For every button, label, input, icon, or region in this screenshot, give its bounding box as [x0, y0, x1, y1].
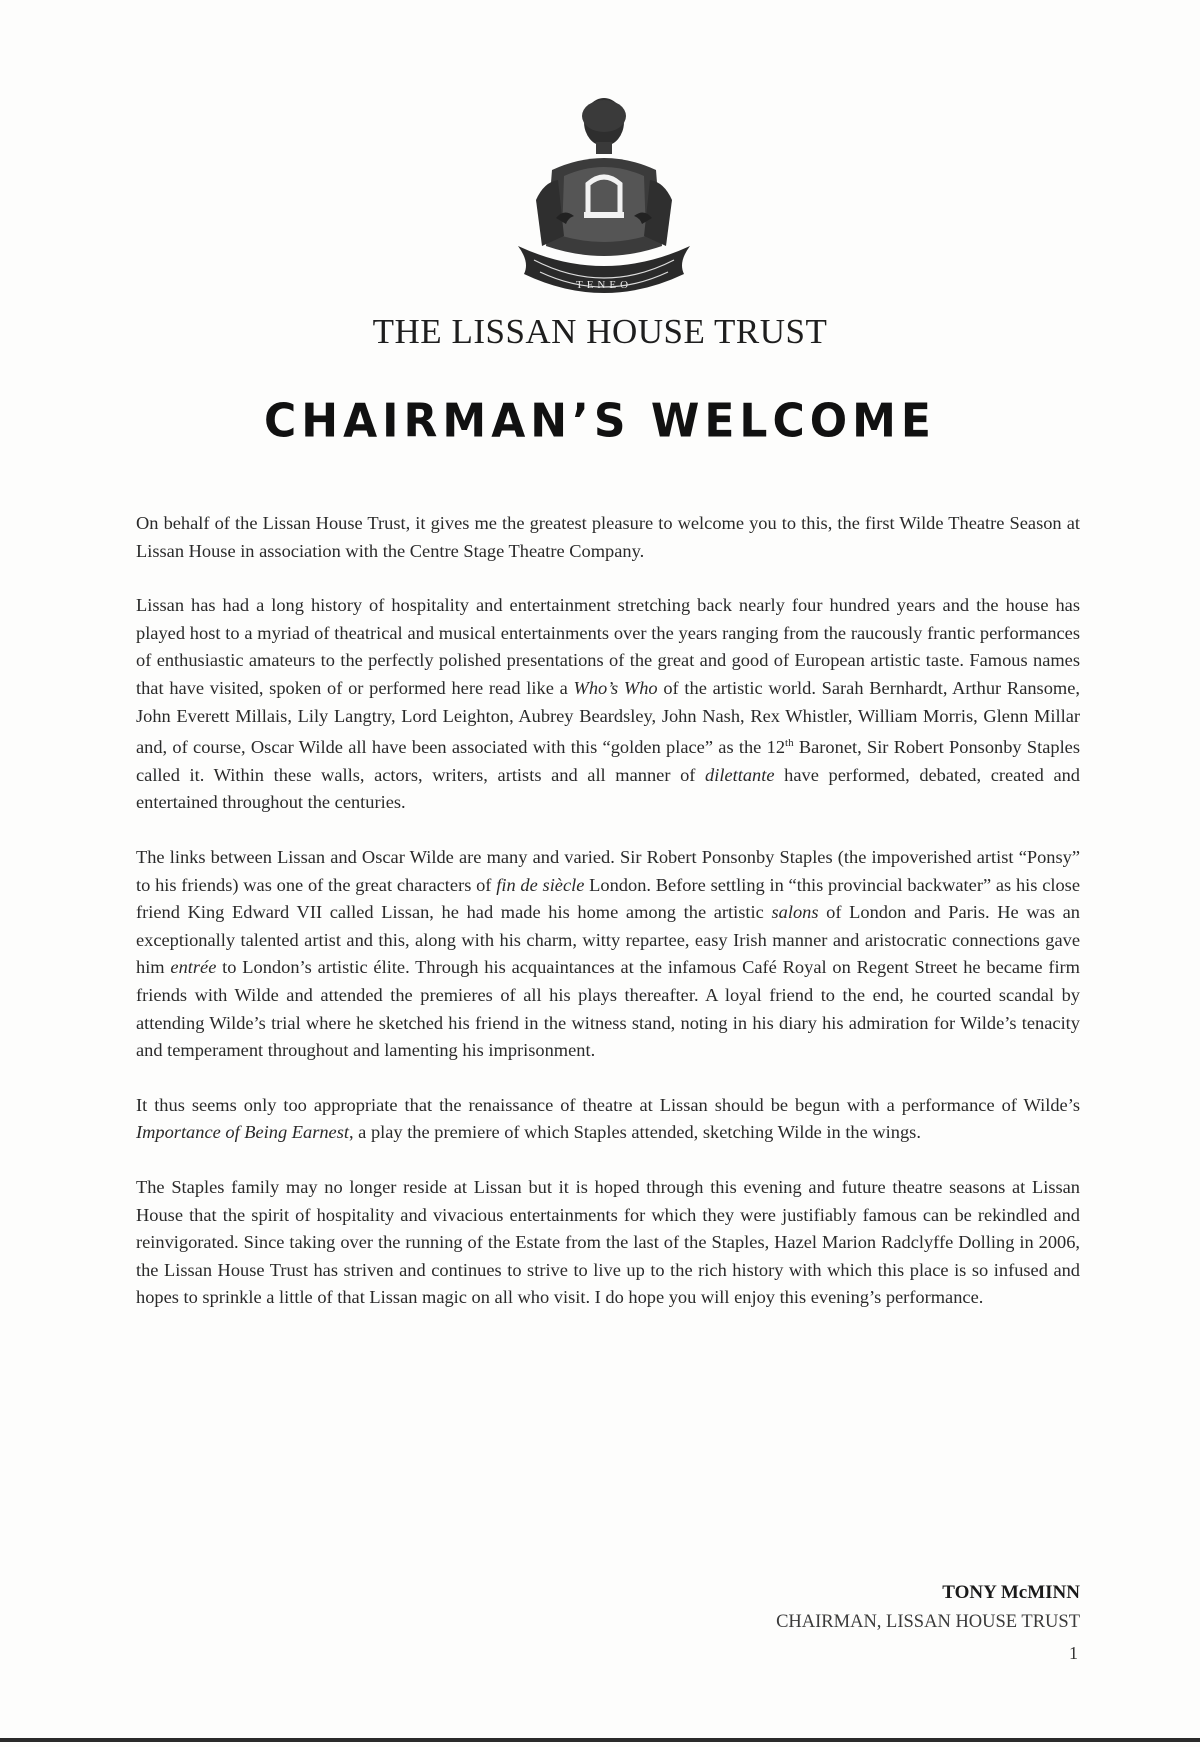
paragraph-renaissance: It thus seems only too appropriate that the renaissance of theatre at Lissan should be begun with a performance of Wilde’s Importance of Being Earnest, a play the premiere of which Staples attended, sketching Wilde in the wings.: [136, 1094, 1080, 1143]
paragraph-intro: On behalf of the Lissan House Trust, it gives me the greatest pleasure to welcome you to this, the first Wilde Theatre Season at Lissan House in association with the Centre Stage Theatre Company.: [136, 513, 1080, 561]
italic-play-title: Importance of Being Earnest: [136, 1122, 349, 1143]
italic-whos-who: Who’s Who: [573, 677, 658, 698]
organisation-title: THE LISSAN HOUSE TRUST: [372, 312, 828, 351]
signatory-name: TONY McMINN: [942, 1582, 1080, 1603]
page-title: CHAIRMAN’S WELCOME: [264, 394, 936, 449]
italic-dilettante: dilettante: [705, 764, 775, 785]
italic-fin-de-siecle: fin de siècle: [496, 874, 585, 895]
page-edge-divider: [0, 1738, 1200, 1742]
superscript-th: th: [785, 737, 794, 750]
signatory-role: CHAIRMAN, LISSAN HOUSE TRUST: [776, 1612, 1080, 1632]
family-crest-logo: [512, 96, 696, 302]
italic-entree: entrée: [170, 957, 217, 978]
paragraph-wilde-links: The links between Lissan and Oscar Wilde are many and varied. Sir Robert Ponsonby Staples (the impoverished artist “Ponsy” to his friends) was one of the great characters of fin de siècle London. Before settling in “this provincial backwater” as his close friend King Edward VII called Lissan, he had made his home among the artistic salons of London and Paris. He was an exceptionally talented artist and this, along with his charm, witty repartee, easy Irish manner and aristocratic connections gave him entrée to London’s artistic élite. Through his acquaintances at the infamous Café Royal on Regent Street he became firm friends with Wilde and attended the premieres of all his plays thereafter. A loyal friend to the end, he courted scandal by attending Wilde’s trial where he sketched his friend in the witness stand, noting in his diary his admiration for Wilde’s tenacity and temperament throughout and lamenting his imprisonment.: [136, 847, 1080, 1061]
paragraph-closing: The Staples family may no longer reside at Lissan but it is hoped through this evening and future theatre seasons at Lissan House that the spirit of hospitality and vivacious entertainments for which they were justifiably famous can be rekindled and reinvigorated. Since taking over the running of the Estate from the last of the Staples, Hazel Marion Radclyffe Dolling in 2006, the Lissan House Trust has striven and continues to strive to live up to the rich history with which this place is so infused and hopes to sprinkle a little of that Lissan magic on all who visit. I do hope you will enjoy this evening’s performance.: [136, 1177, 1080, 1308]
letter-body: [136, 510, 1080, 1339]
paragraph-history: Lissan has had a long history of hospitality and entertainment stretching back nearly four hundred years and the house has played host to a myriad of theatrical and musical entertainments over the years ranging from the raucously frantic performances of enthusiastic amateurs to the perfectly polished presentations of the great and good of European artistic taste. Famous names that have visited, spoken of or performed here read like a Who’s Who of the artistic world. Sarah Bernhardt, Arthur Ransome, John Everett Millais, Lily Langtry, Lord Leighton, Aubrey Beardsley, John Nash, Rex Whistler, William Morris, Glenn Millar and, of course, Oscar Wilde all have been associated with this “golden place” as the 12th Baronet, Sir Robert Ponsonby Staples called it. Within these walls, actors, writers, artists and all manner of dilettante have performed, debated, created and entertained throughout the centuries.: [136, 595, 1081, 813]
page-number: 1: [1069, 1643, 1078, 1663]
crest-motto: TENEO: [575, 279, 633, 291]
italic-salons: salons: [771, 902, 819, 923]
